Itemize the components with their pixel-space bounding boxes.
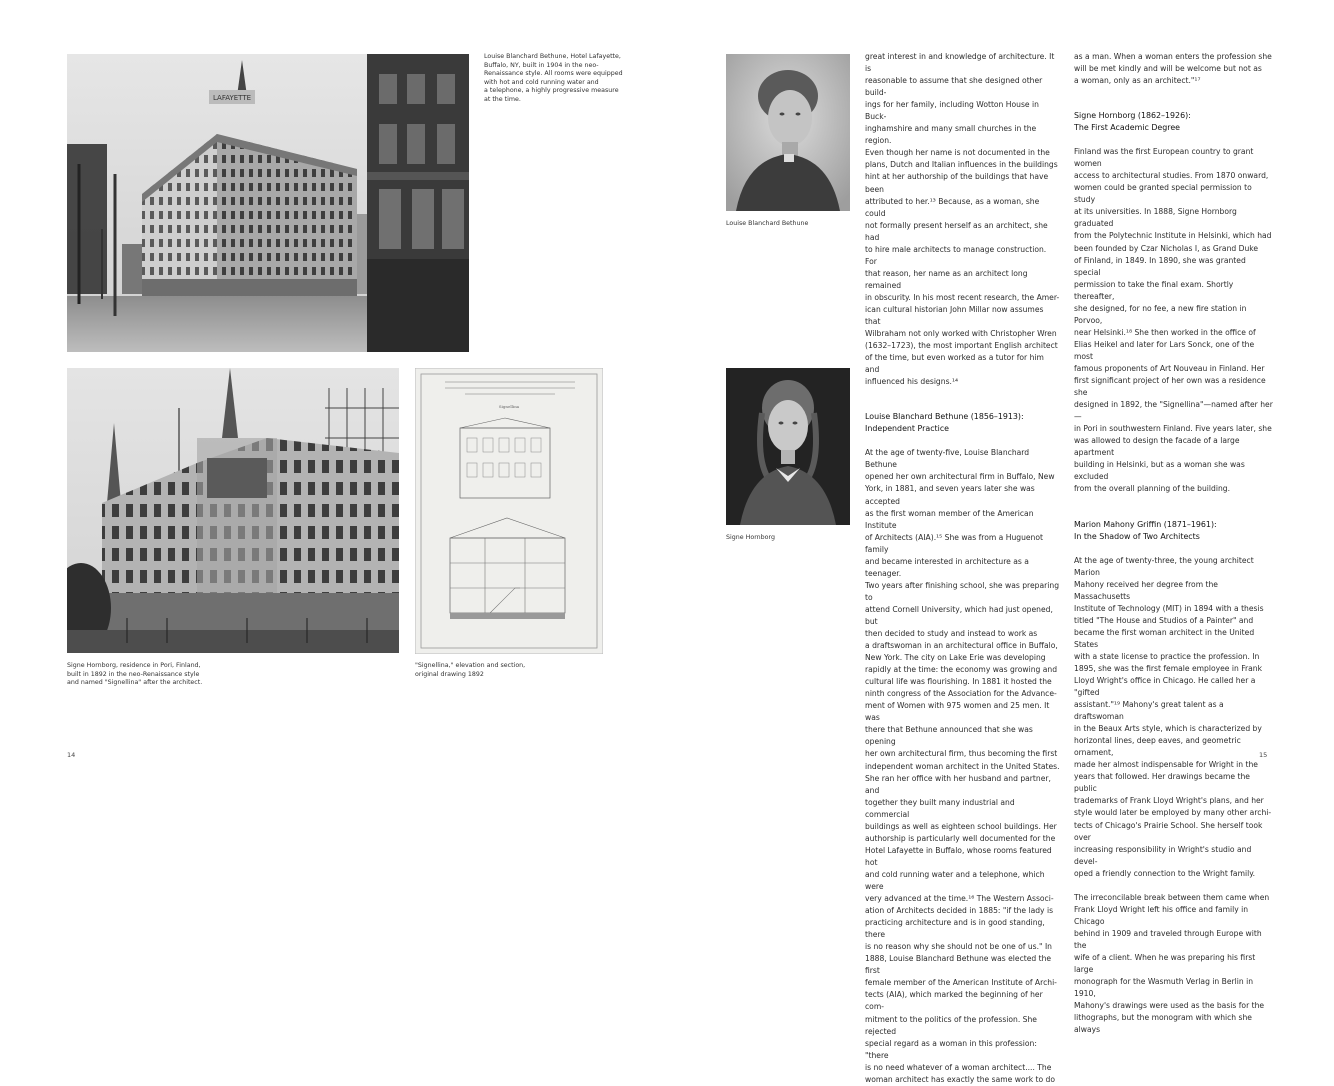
signellina-residence-caption: Signe Hornborg, residence in Pori, Finland, built in 1892 in the neo-Renaissance style and named "Signellina" after the architect. <box>67 662 203 687</box>
hotel-lafayette-caption: Louise Blanchard Bethune, Hotel Lafayette, Buffalo, NY, built in 1904 in the neo- Renaissance style. All rooms were equipped with hot and cold running water and a telephone, a highly progressive measure at the time. <box>484 53 623 103</box>
hornborg-portrait-photo <box>726 368 850 525</box>
bethune-section-heading: Louise Blanchard Bethune (1856–1913): Independent Practice <box>865 412 1024 434</box>
signellina-residence-photo <box>67 368 399 653</box>
text-column-1 <box>865 51 1060 1086</box>
column1-intro-paragraph: great interest in and knowledge of architecture. It is reasonable to assume that she designed other build- ings for her family, including Wotton House in Buck- inghamshire and many small churches in the region. Even though her name is not documented in the plans, Dutch and Italian influences in the buildings hint at her authorship of the buildings that have been attributed to her.¹³ Because, as a woman, she could not formally present herself as an architect, she had to hire male architects to manage construction. For that reason, her name as an architect long remained in obscurity. In his most recent research, the Amer- ican cultural historian John Millar now assumes that Wilbraham not only worked with Christopher Wren (1632–1723), the most important English architect of the time, but even worked as a tutor for him and influenced his designs.¹⁴ <box>865 52 1060 387</box>
hotel-lafayette-photo <box>67 54 469 352</box>
bethune-portrait-caption: Louise Blanchard Bethune <box>726 220 809 227</box>
mahony-section-body: At the age of twenty-three, the young architect Marion Mahony received her degree from the Massachusetts Institute of Technology (MIT) in 1894 with a thesis titled "The House and Studios of a Painter" and became the first woman architect in the United States with a state license to practice the profession. In 1895, she was the first female employee in Frank Lloyd Wright's office in Chicago. He called her a "gifted assistant."¹⁹ Mahony's great talent as a draftswoman in the Beaux Arts style, which is characterized by horizontal lines, deep eaves, and geometric ornament, made her almost indispensable for Wright in the years that followed. Her drawings became the public trademarks of Frank Lloyd Wright's plans, and her style would later be employed by many other archi- tects of Chicago's Prairie School. She herself took over increasing responsibility in Wright's studio and devel- oped a friendly connection to the Wright family. <box>1074 555 1272 878</box>
column2-intro-paragraph: as a man. When a woman enters the profession she will be met kindly and will be welcome but not as a woman, only as an architect."¹⁷ <box>1074 52 1272 86</box>
hornborg-portrait-caption: Signe Hornborg <box>726 534 775 541</box>
mahony-section-body-continued: The irreconcilable break between them came when Frank Lloyd Wright left his office and family in Chicago behind in 1909 and traveled through Europe with the wife of a client. When he was preparing his first large monograph for the Wasmuth Verlag in Berlin in 1910, Mahony's drawings were used as the basis for the lithographs, but the monogram with which she always <box>1074 892 1270 1035</box>
hotel-sign-text: LAFAYETTE <box>212 94 252 102</box>
text-column-2 <box>1074 51 1274 1036</box>
signellina-drawing <box>415 368 603 654</box>
mahony-section-heading: Marion Mahony Griffin (1871–1961): In the Shadow of Two Architects <box>1074 519 1217 541</box>
page-number-right: 15 <box>1259 751 1268 759</box>
hornborg-section-body: Finland was the first European country to grant women access to architectural studies. From 1870 onward, women could be granted special permission to study at its universities. In 1888, Signe Hornborg graduated from the Polytechnic Institute in Helsinki, which had been founded by Czar Nicholas I, as Grand Duke of Finland, in 1849. In 1890, she was granted special permission to take the final exam. Shortly thereafter, she designed, for no fee, a new fire station in Porvoo, near Helsinki.¹⁸ She then worked in the office of Elias Heikel and later for Lars Sonck, one of the most famous proponents of Art Nouveau in Finland. Her first significant project of her own was a residence she designed in 1892, the "Signellina"—named after her— in Pori in southwestern Finland. Five years later, she was allowed to design the facade of a large apartment building in Helsinki, but as a woman she was excluded from the overall planning of the building. <box>1074 147 1273 494</box>
drawing-title: Signellina <box>498 404 520 409</box>
bethune-portrait-photo <box>726 54 850 211</box>
page-number-left: 14 <box>67 751 76 759</box>
hornborg-section-heading: Signe Hornborg (1862–1926): The First Academic Degree <box>1074 111 1191 133</box>
bethune-section-body: At the age of twenty-five, Louise Blanchard Bethune opened her own architectural firm in Buffalo, New York, in 1881, and seven years later she was accepted as the first woman member of the American Institute of Architects (AIA).¹⁵ She was from a Huguenot family and became interested in architecture as a teenager. Two years after finishing school, she was preparing to attend Cornell University, which had just opened, but then decided to study and instead to work as a draftswoman in an architectural office in Buffalo, New York. The city on Lake Erie was developing rapidly at the time: the economy was growing and cultural life was flourishing. In 1881 it hosted the ninth congress of the Association for the Advance- ment of Women with 975 women and 25 men. It was there that Bethune announced that she was opening her own architectural firm, thus becoming the first independent woman architect in the United States. She ran her office with her husband and partner, and together they built many industrial and commercial buildings as well as eighteen school buildings. Her authorship is particularly well documented for the Hotel Lafayette in Buffalo, whose rooms featured hot and cold running water and a telephone, which were very advanced at the time.¹⁶ The Western Associ- ation of Architects decided in 1885: "if the lady is practicing architecture and is in good standing, there is no reason why she should not be one of us." In 1888, Louise Blanchard Bethune was elected the first female member of the American Institute of Archi- tects (AIA), which marked the beginning of her com- mitment to the politics of the profession. She rejected special regard as a woman in this profession: "there is no need whatever of a woman architect.... The woman architect has exactly the same work to do <box>865 448 1060 1084</box>
signellina-drawing-caption: "Signellina," elevation and section, original drawing 1892 <box>415 662 526 678</box>
